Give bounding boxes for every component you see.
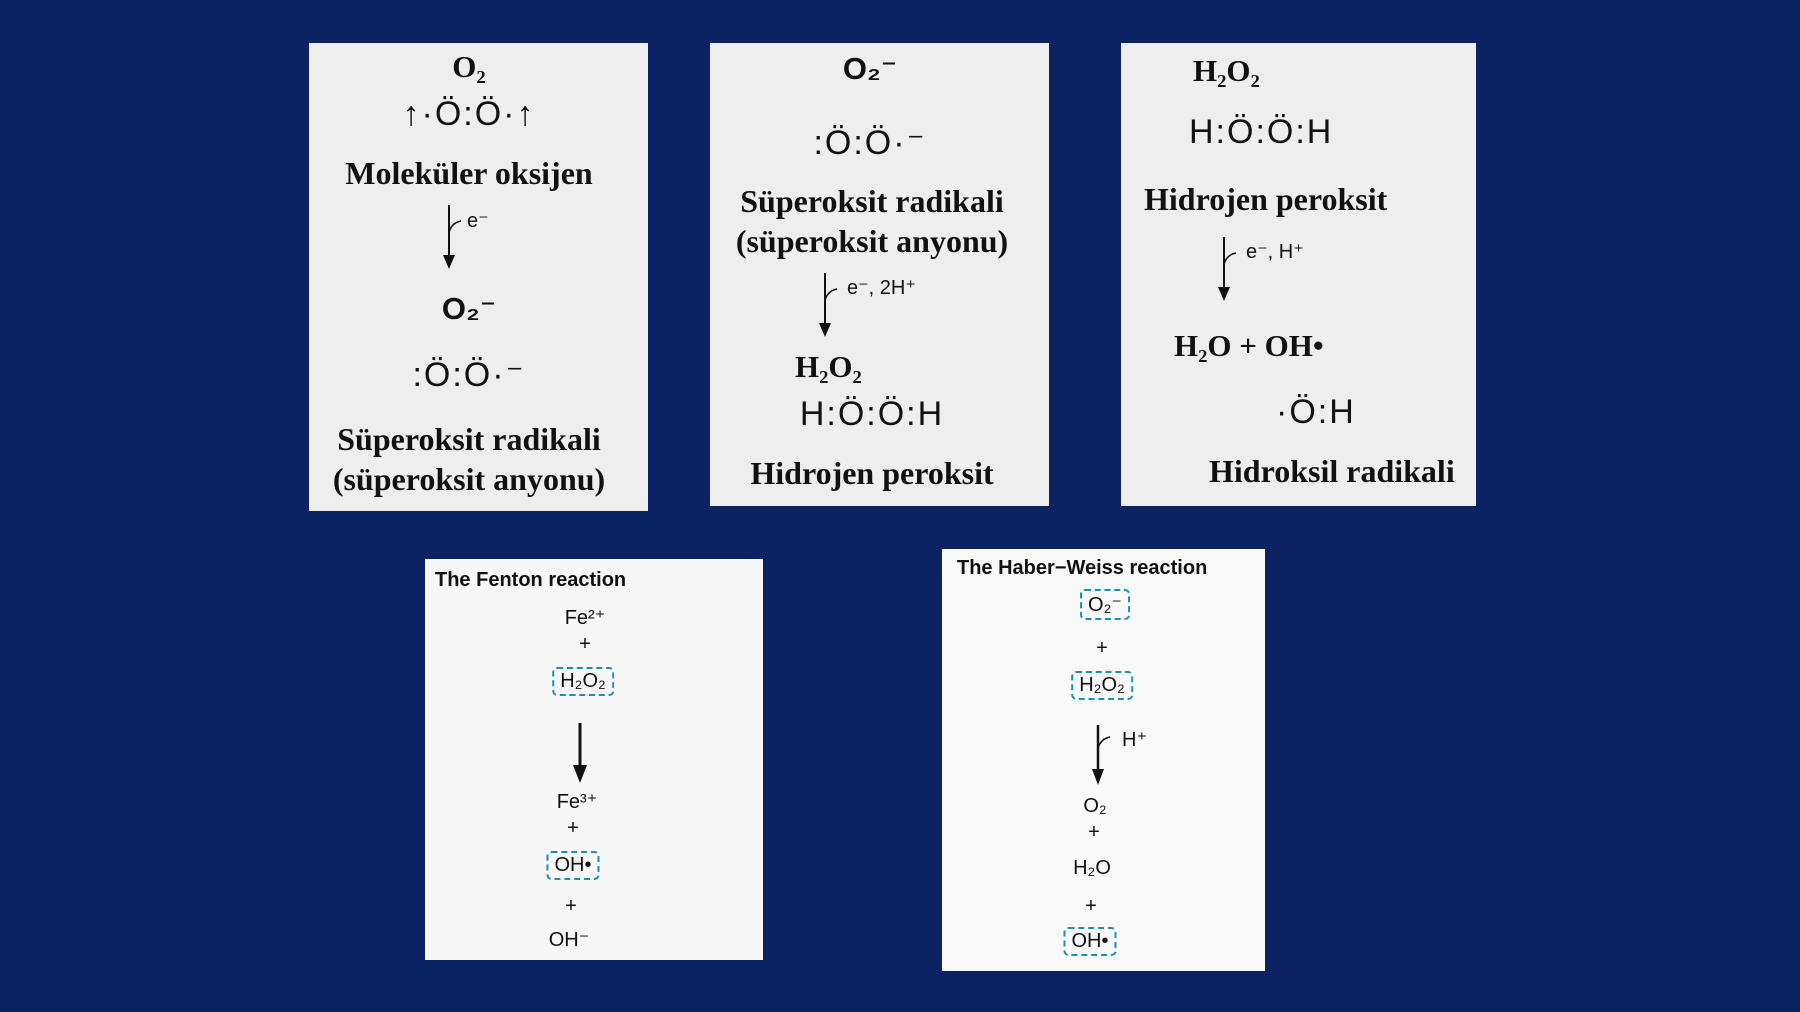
h2o2-name: Hidrojen peroksit (750, 455, 994, 491)
arrow-label: e⁻, 2H⁺ (847, 277, 916, 299)
haber-weiss-oxygen: O₂ (1083, 795, 1107, 817)
haber-weiss-reaction-arrow (1088, 723, 1108, 787)
fenton-h2o2-box: H₂O₂ (552, 667, 614, 696)
arrow-label: e⁻ (467, 210, 489, 232)
haber-weiss-plus: + (1096, 637, 1108, 659)
haber-weiss-h2o2-box: H₂O₂ (1071, 671, 1133, 700)
products-formula: H₂O + OH• (1174, 328, 1324, 363)
fenton-plus: + (579, 633, 591, 655)
reduction-arrow (1214, 235, 1234, 305)
superoxide-alt-name: (süperoksit anyonu) (735, 223, 1009, 259)
superoxide-formula: O₂⁻ (842, 51, 898, 86)
fenton-title: The Fenton reaction (435, 569, 627, 591)
fenton-ferric-ion: Fe³⁺ (556, 791, 598, 813)
superoxide-name: Süperoksit radikali (337, 421, 601, 457)
fenton-plus: + (565, 895, 577, 917)
haber-weiss-superoxide-box: O₂⁻ (1080, 589, 1130, 620)
peroxide-panel (1121, 43, 1476, 506)
haber-weiss-plus: + (1085, 895, 1097, 917)
o2-formula: O₂ (452, 49, 486, 84)
h2o2-formula: H₂O₂ (1193, 53, 1260, 88)
hydroxyl-lewis-structure: ·Ö:H (1276, 393, 1356, 431)
haber-weiss-water: H₂O (1073, 857, 1111, 879)
fenton-ferrous-ion: Fe²⁺ (564, 607, 606, 629)
superoxide-name: Süperoksit radikali (740, 183, 1004, 219)
superoxide-panel (710, 43, 1049, 506)
superoxide-lewis-structure: :Ö:Ö·⁻ (412, 356, 526, 394)
h2o2-name: Hidrojen peroksit (1144, 181, 1388, 217)
fenton-reaction-arrow (570, 723, 590, 785)
h2o2-lewis-structure: H:Ö:Ö:H (1189, 113, 1334, 151)
h2o2-formula: H₂O₂ (795, 349, 862, 384)
fenton-hydroxyl-box: OH• (546, 851, 599, 880)
superoxide-formula: O₂⁻ (441, 291, 497, 326)
arrow-label: e⁻, H⁺ (1246, 241, 1304, 263)
arrow-label: H⁺ (1122, 729, 1147, 751)
superoxide-lewis-structure: :Ö:Ö·⁻ (813, 124, 927, 162)
reduction-arrow (815, 271, 835, 341)
haber-weiss-title: The Haber−Weiss reaction (957, 557, 1208, 579)
h2o2-lewis-structure: H:Ö:Ö:H (799, 395, 945, 433)
o2-lewis-structure: ↑·Ö:Ö·↑ (402, 95, 536, 133)
fenton-hydroxide-ion: OH⁻ (548, 929, 590, 951)
fenton-plus: + (567, 817, 579, 839)
oxygen-panel (309, 43, 648, 511)
haber-weiss-reaction-panel (942, 549, 1265, 971)
reduction-arrow (439, 203, 459, 273)
haber-weiss-hydroxyl-box: OH• (1063, 927, 1116, 956)
haber-weiss-plus: + (1088, 821, 1100, 843)
superoxide-alt-name: (süperoksit anyonu) (332, 461, 606, 497)
hydroxyl-name: Hidroksil radikali (1209, 453, 1455, 489)
fenton-reaction-panel (425, 559, 763, 960)
o2-name: Moleküler oksijen (345, 155, 593, 191)
